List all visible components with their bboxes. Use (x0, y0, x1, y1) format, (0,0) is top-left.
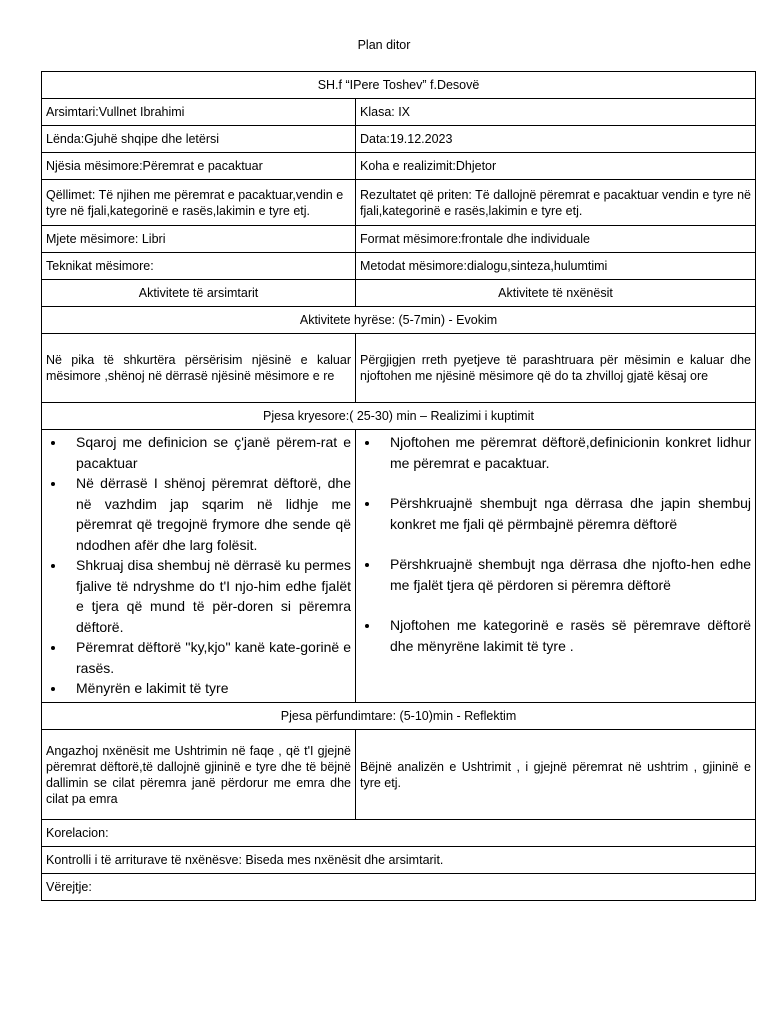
main-teacher-list (46, 432, 351, 699)
list-item: • Sqaroj me definicion se ç'janë përem-rat e pacaktuar (66, 432, 351, 473)
intro-teacher-activity: Në pika të shkurtëra përsërisim njësinë e kaluar mësimore ,shënoj në dërrasë njësinë mësimore e re (42, 334, 356, 403)
teaching-methods: Metodat mësimore:dialogu,sinteza,hulumtimi (356, 253, 756, 280)
remarks-row (42, 874, 756, 901)
list-item: • Njoftohen me përemrat dëftorë,definicionin konkret lidhur me përemrat e pacaktuar. (380, 432, 751, 473)
list-item: • Përemrat dëftorë ''ky,kjo'' kanë kate-gorinë e rasës. (66, 637, 351, 678)
list-item: • Përshkruajnë shembujt nga dërrasa dhe japin shembuj konkret me fjali që përmbajnë përemra dëftorë (380, 493, 751, 534)
teacher-name: Arsimtari:Vullnet Ibrahimi (42, 99, 356, 126)
final-teacher-activity: Angazhoj nxënësit me Ushtrimin në faqe , që t'I gjejnë përemrat dëftorë,të dallojnë gjininë e tyre dhe të bëjnë dallimin se cilat përemra janë përdorur me emra dhe cilat pa emra (42, 730, 356, 820)
remarks: Vërejtje: (42, 874, 756, 901)
main-teacher-activities (42, 430, 356, 703)
document-title: Plan ditor (357, 38, 411, 52)
list-item: • Njoftohen me kategorinë e rasës së përemrave dëftorë dhe mënyrëne lakimit të tyre . (380, 615, 751, 656)
main-header-row (42, 403, 756, 430)
student-activities-header: Aktivitete të nxënësit (356, 280, 756, 307)
achievement-control: Kontrolli i të arriturave të nxënësve: Biseda mes nxënësit dhe arsimtarit. (42, 847, 756, 874)
main-student-activities (356, 430, 756, 703)
intro-header-row (42, 307, 756, 334)
teaching-tools: Mjete mësimore: Libri (42, 226, 356, 253)
list-item: • Përshkruajnë shembujt nga dërrasa dhe njofto-hen edhe me fjalët tjera që përdoren si përemra dëftorë (380, 554, 751, 595)
main-student-list (360, 432, 751, 656)
expected-results: Rezultatet që priten: Të dallojnë përemrat e pacaktuar vendin e tyre në fjali,kategorinë e rasës,lakimin e tyre etj. (356, 180, 756, 226)
realization-time: Koha e realizimit:Dhjetor (356, 153, 756, 180)
subject: Lënda:Gjuhë shqipe dhe letërsi (42, 126, 356, 153)
list-item: • Mënyrën e lakimit të tyre (66, 678, 351, 699)
list-item: • Në dërrasë I shënoj përemrat dëftorë, dhe në vazhdim jap sqarim në lidhje me përemrat që tregojnë frymore dhe sende që ndodhen afër dhe larg folësit. (66, 473, 351, 555)
intro-row (42, 334, 756, 403)
final-row (42, 730, 756, 820)
lesson-plan-table (41, 71, 756, 901)
correlation-row (42, 820, 756, 847)
unit-time-row (42, 153, 756, 180)
school-row (42, 72, 756, 99)
control-row (42, 847, 756, 874)
list-item: • Shkruaj disa shembuj në dërrasë ku permes fjalive të ndryshme do t'I njo-him edhe fjalët e tjera që mund të për-doren si përemra dëftorë. (66, 555, 351, 637)
correlation: Korelacion: (42, 820, 756, 847)
final-student-activity: Bëjnë analizën e Ushtrimit , i gjejnë përemrat në ushtrim , gjininë e tyre etj. (356, 730, 756, 820)
subject-date-row (42, 126, 756, 153)
final-header-row (42, 703, 756, 730)
main-row (42, 430, 756, 703)
intro-section-header: Aktivitete hyrëse: (5-7min) - Evokim (42, 307, 756, 334)
school-name: SH.f “IPere Toshev” f.Desovë (42, 72, 756, 99)
teaching-techniques: Teknikat mësimore: (42, 253, 356, 280)
teaching-forms: Format mësimore:frontale dhe individuale (356, 226, 756, 253)
lesson-unit: Njësia mësimore:Përemrat e pacaktuar (42, 153, 356, 180)
intro-student-activity: Përgjigjen rreth pyetjeve të parashtruara për mësimin e kaluar dhe njoftohen me njësinë mësimore që do ta zhvilloj gjatë kësaj ore (356, 334, 756, 403)
class-name: Klasa: IX (356, 99, 756, 126)
teacher-activities-header: Aktivitete të arsimtarit (42, 280, 356, 307)
date: Data:19.12.2023 (356, 126, 756, 153)
main-section-header: Pjesa kryesore:( 25-30) min – Realizimi i kuptimit (42, 403, 756, 430)
tools-forms-row (42, 226, 756, 253)
activities-header-row (42, 280, 756, 307)
lesson-goals: Qëllimet: Të njihen me përemrat e pacaktuar,vendin e tyre në fjali,kategorinë e rasës,lakimin e tyre etj. (42, 180, 356, 226)
teacher-class-row (42, 99, 756, 126)
techniques-methods-row (42, 253, 756, 280)
final-section-header: Pjesa përfundimtare: (5-10)min - Reflektim (42, 703, 756, 730)
goals-results-row (42, 180, 756, 226)
